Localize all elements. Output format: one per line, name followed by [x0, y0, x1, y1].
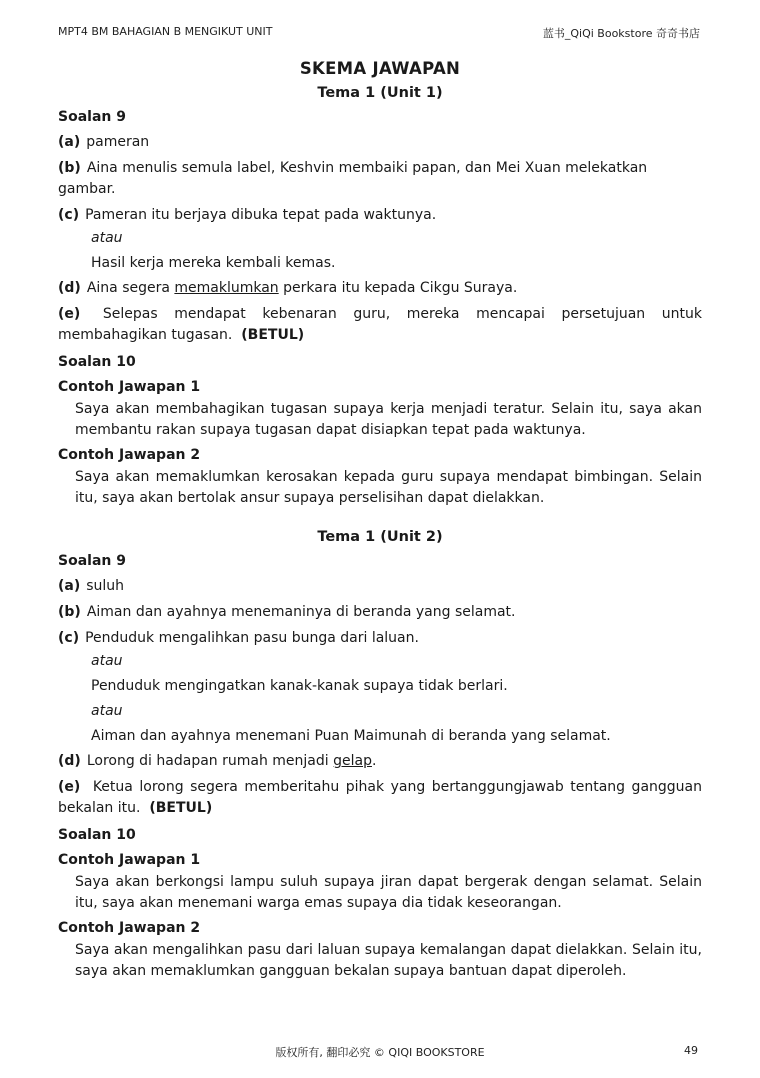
answer-item [58, 304, 702, 346]
soalan-heading: Soalan 9 [58, 553, 126, 569]
item-text: Ketua lorong segera memberitahu pihak yang bertanggungjawab tentang gangguan bekalan itu. [58, 779, 702, 816]
item-text: Selepas mendapat kebenaran guru, mereka mencapai persetujuan untuk membahagikan tugasan. [58, 306, 702, 343]
item-text: suluh [86, 578, 125, 594]
answer-scheme [58, 58, 702, 986]
contoh-text: Saya akan mengalihkan pasu dari laluan supaya kemalangan dapat dielakkan. Selain itu, saya akan memaklumkan gangguan bekalan supaya bantuan dapat diperoleh. [75, 942, 702, 979]
item-label: (b) [58, 604, 81, 620]
alternative-answer: Hasil kerja mereka kembali kemas. [91, 255, 336, 271]
item-label: (c) [58, 630, 80, 646]
contoh-text: Saya akan berkongsi lampu suluh supaya jiran dapat bergerak dengan selamat. Selain itu, saya akan menemani warga emas supaya dia tidak keseorangan. [75, 874, 702, 911]
answer-item [58, 205, 702, 226]
contoh-label: Contoh Jawapan 1 [58, 379, 201, 395]
answer-item [58, 602, 702, 623]
answer-item [58, 158, 702, 200]
item-label: (e) [58, 779, 81, 795]
item-label: (a) [58, 134, 81, 150]
header-right: 蓝书_QiQi Bookstore 奇奇书店 [542, 27, 700, 40]
item-text: Pameran itu berjaya dibuka tepat pada waktunya. [85, 207, 437, 223]
header-left: MPT4 BM BAHAGIAN B MENGIKUT UNIT [58, 25, 273, 38]
item-label: (b) [58, 160, 81, 176]
tema-heading: Tema 1 (Unit 2) [317, 529, 443, 545]
soalan-heading: Soalan 10 [58, 827, 136, 843]
item-text: perkara itu kepada Cikgu Suraya. [278, 280, 518, 296]
tema-heading: Tema 1 (Unit 1) [317, 85, 443, 101]
item-text: Aina menulis semula label, Keshvin membaiki papan, dan Mei Xuan melekatkan gambar. [58, 160, 648, 197]
item-label: (d) [58, 753, 81, 769]
item-text: Aina segera [86, 280, 175, 296]
answer-item [58, 576, 702, 597]
answer-item [58, 278, 702, 299]
item-text: Lorong di hadapan rumah menjadi [86, 753, 334, 769]
page-number: 49 [684, 1044, 698, 1057]
contoh-label: Contoh Jawapan 2 [58, 920, 201, 936]
item-label: (a) [58, 578, 81, 594]
alternative-marker: atau [91, 703, 123, 719]
item-text: Penduduk mengalihkan pasu bunga dari laluan. [85, 630, 419, 646]
alternative-marker: atau [91, 230, 123, 246]
answer-item [58, 751, 702, 772]
soalan-heading: Soalan 10 [58, 354, 136, 370]
answer-item [58, 777, 702, 819]
item-label: (d) [58, 280, 81, 296]
item-text: pameran [86, 134, 150, 150]
item-text: Aiman dan ayahnya menemaninya di beranda yang selamat. [86, 604, 516, 620]
contoh-label: Contoh Jawapan 2 [58, 447, 201, 463]
answer-item [58, 628, 702, 649]
contoh-text: Saya akan memaklumkan kerosakan kepada guru supaya mendapat bimbingan. Selain itu, saya akan bertolak ansur supaya perselisihan dapat dielakkan. [75, 469, 702, 506]
soalan-heading: Soalan 9 [58, 109, 126, 125]
alternative-marker: atau [91, 653, 123, 669]
alternative-answer: Aiman dan ayahnya menemani Puan Maimunah di beranda yang selamat. [91, 728, 611, 744]
alternative-answer: Penduduk mengingatkan kanak-kanak supaya tidak berlari. [91, 678, 508, 694]
item-label: (e) [58, 306, 81, 322]
footer-copyright: 版权所有, 翻印必究 © QIQI BOOKSTORE [275, 1046, 485, 1059]
underlined-word: memaklumkan [174, 280, 279, 296]
underlined-word: gelap [333, 753, 372, 769]
betul-tag: (BETUL) [241, 327, 305, 343]
contoh-label: Contoh Jawapan 1 [58, 852, 201, 868]
betul-tag: (BETUL) [149, 800, 213, 816]
contoh-text: Saya akan membahagikan tugasan supaya kerja menjadi teratur. Selain itu, saya akan membantu rakan supaya tugasan dapat disiapkan tepat pada waktunya. [75, 401, 702, 438]
item-text: . [371, 753, 377, 769]
item-label: (c) [58, 207, 80, 223]
page-title: SKEMA JAWAPAN [299, 59, 461, 78]
answer-item [58, 132, 702, 153]
